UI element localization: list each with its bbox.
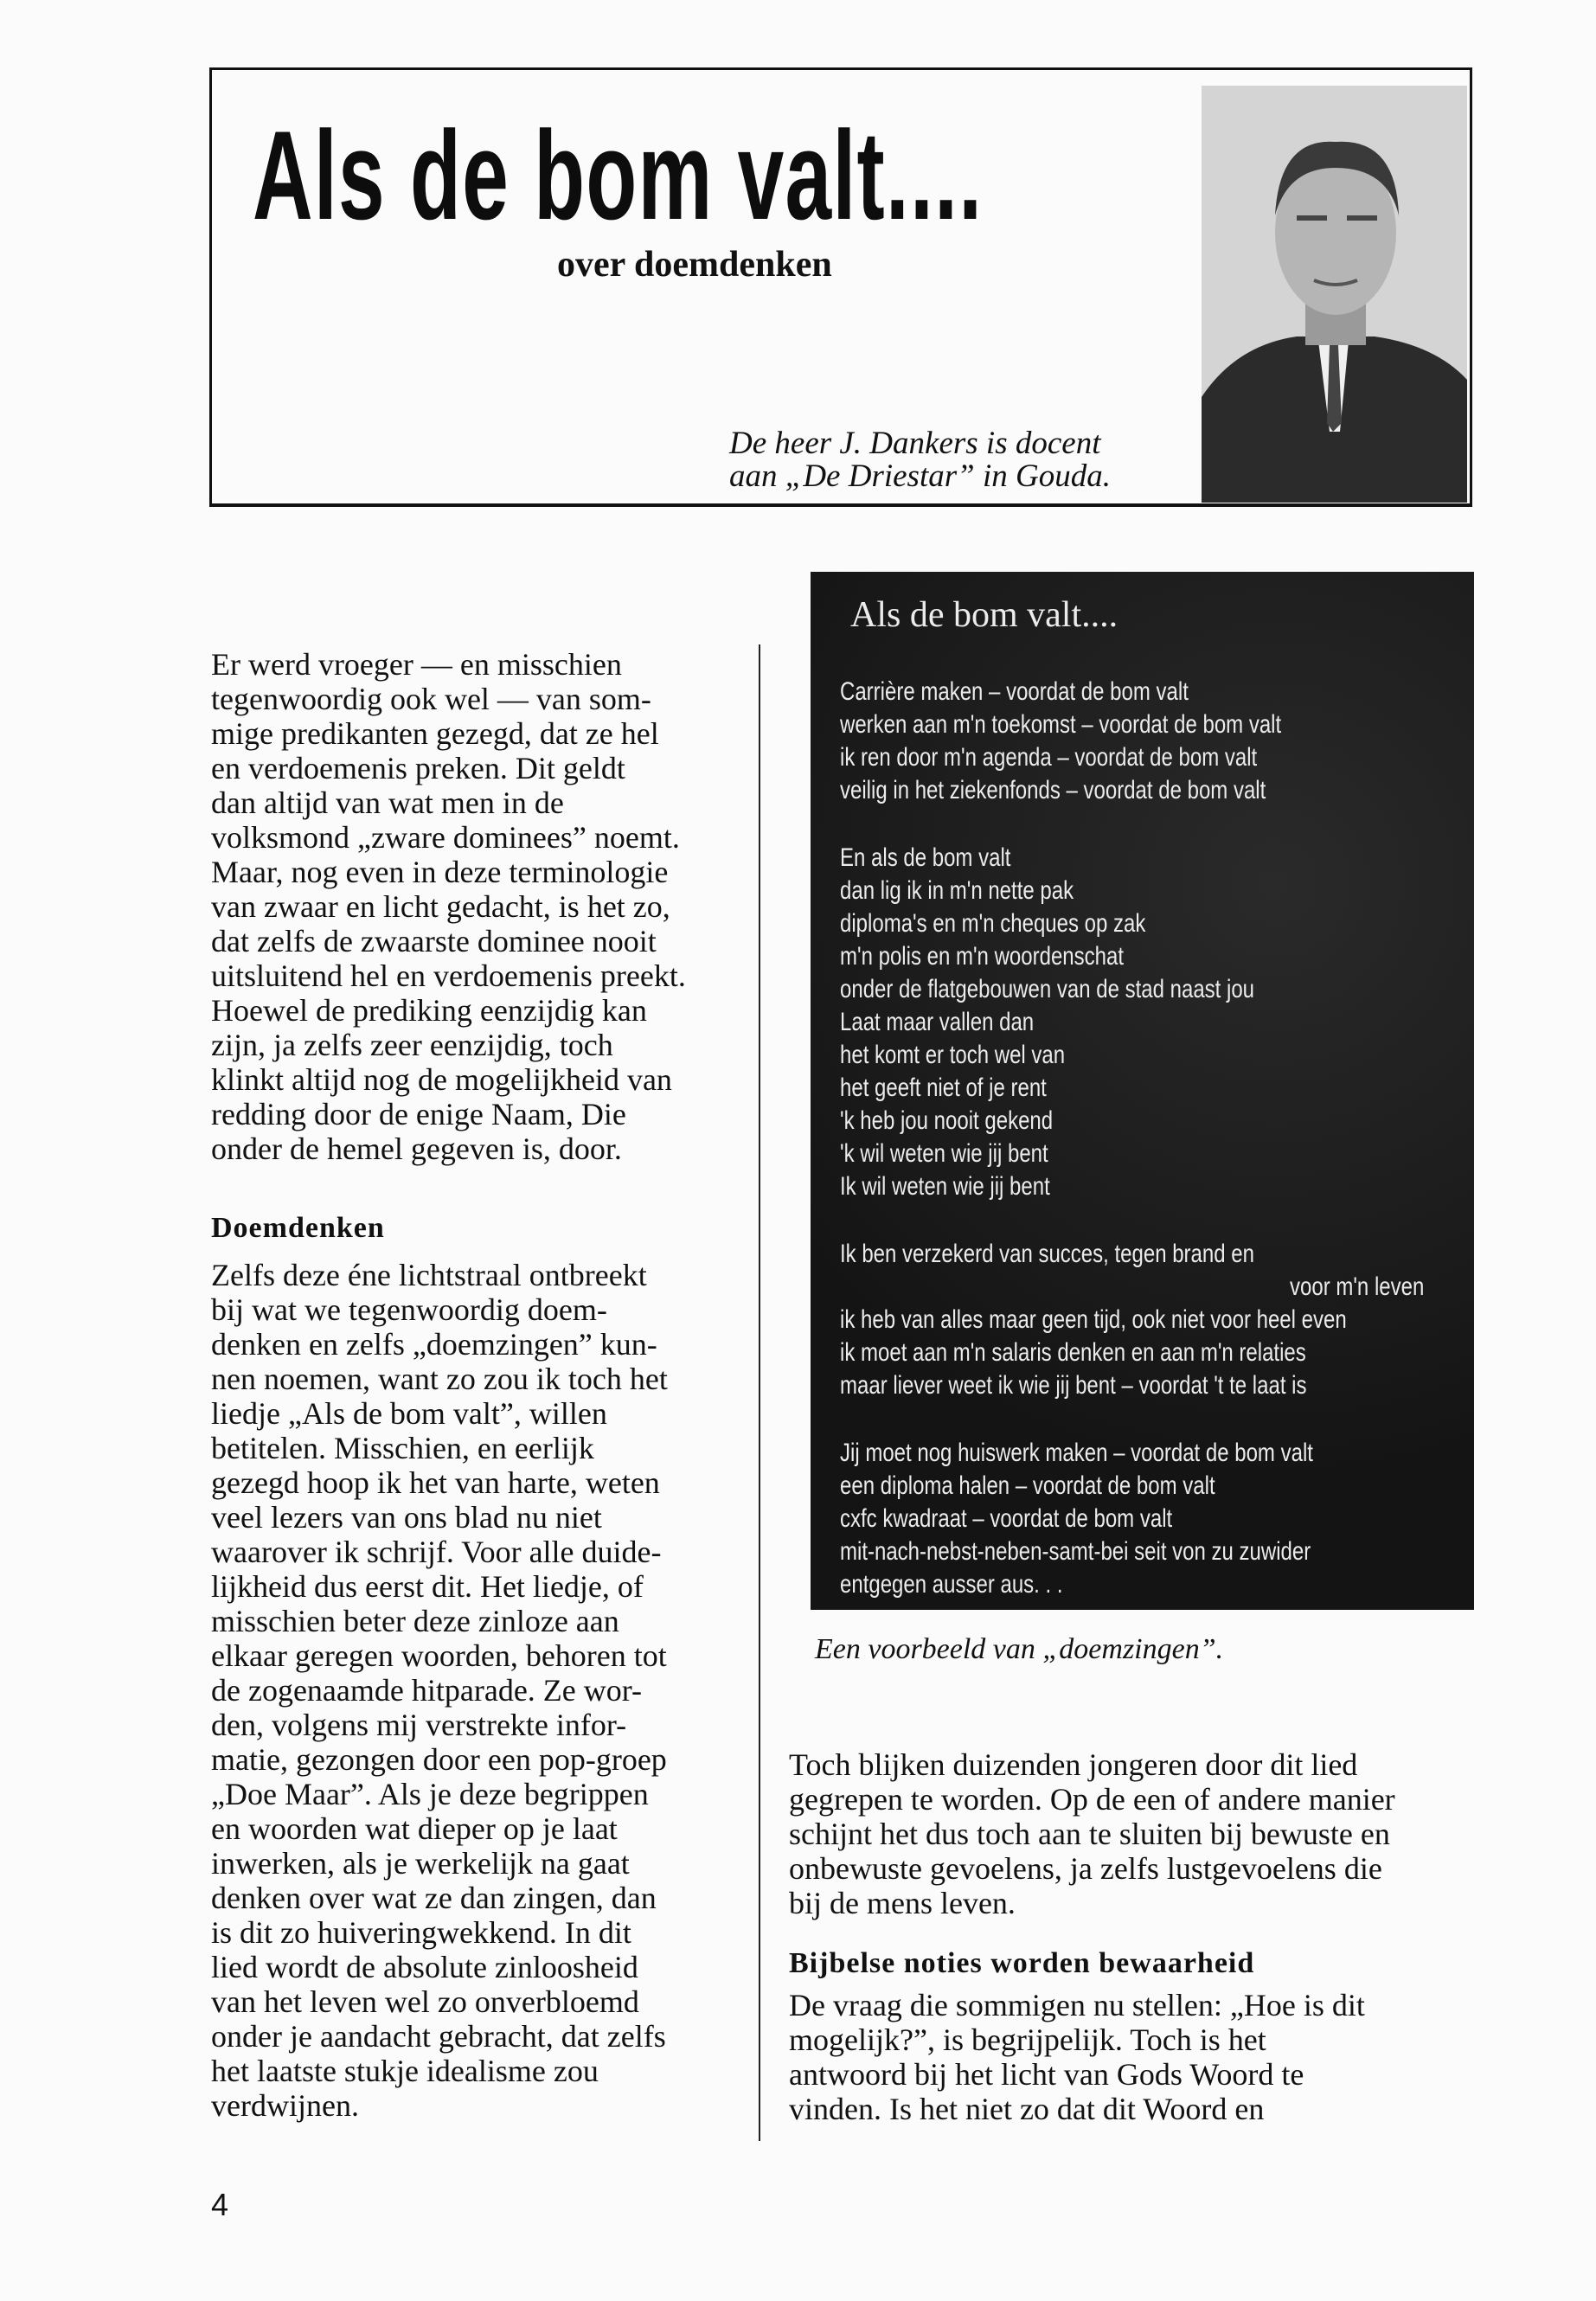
article-title: Als de bom valt....	[253, 105, 984, 246]
paragraph	[211, 1258, 686, 2123]
poem-line: Carrière maken – voordat de bom valt	[840, 677, 1189, 706]
poem-line: ik heb van alles maar geen tijd, ook niet voor heel even	[840, 1305, 1347, 1334]
text-line: Toch blijken duizenden jongeren door dit lied	[789, 1747, 1358, 1782]
text-line: nen noemen, want zo zou ik toch het	[211, 1362, 668, 1396]
text-line: onbewuste gevoelens, ja zelfs lustgevoelens die	[789, 1851, 1382, 1886]
byline-line: aan „De Driestar” in Gouda.	[729, 458, 1111, 494]
text-line: gezegd hoop ik het van harte, weten	[211, 1465, 660, 1500]
text-line: schijnt het dus toch aan te sluiten bij bewuste en	[789, 1817, 1390, 1851]
text-line: vinden. Is het niet zo dat dit Woord en	[789, 2092, 1265, 2126]
article-subtitle: over doemdenken	[557, 245, 832, 285]
poem-line: mit-nach-nebst-neben-samt-bei seit von zu zuwider	[840, 1537, 1311, 1566]
poem-line: voor m'n leven	[1290, 1272, 1425, 1301]
text-line: „Doe Maar”. Als je deze begrippen	[211, 1777, 649, 1811]
poem-line: onder de flatgebouwen van de stad naast jou	[840, 975, 1255, 1003]
text-line: klinkt altijd nog de mogelijkheid van	[211, 1062, 672, 1097]
text-line: is dit zo huiveringwekkend. In dit	[211, 1915, 631, 1950]
poem-line: 'k wil weten wie jij bent	[840, 1139, 1048, 1168]
text-line: mige predikanten gezegd, dat ze hel	[211, 716, 659, 751]
text-line: veel lezers van ons blad nu niet	[211, 1500, 602, 1535]
text-line: Maar, nog even in deze terminologie	[211, 855, 669, 889]
text-line: verdwijnen.	[211, 2088, 359, 2123]
text-line: dan altijd van wat men in de	[211, 785, 564, 820]
poem-line: ik ren door m'n agenda – voordat de bom valt	[840, 743, 1258, 772]
text-line: bij de mens leven.	[789, 1886, 1016, 1920]
text-line: denken over wat ze dan zingen, dan	[211, 1881, 657, 1915]
poem-stanza	[840, 1437, 1473, 1601]
text-line: onder de hemel gegeven is, door.	[211, 1131, 622, 1166]
text-line: zijn, ja zelfs zeer eenzijdig, toch	[211, 1028, 613, 1062]
text-line: redding door de enige Naam, Die	[211, 1097, 626, 1131]
poem-line: het geeft niet of je rent	[840, 1074, 1047, 1102]
text-line: onder je aandacht gebracht, dat zelfs	[211, 2019, 666, 2054]
text-line: en verdoemenis preken. Dit geldt	[211, 751, 625, 785]
poem-line: het komt er toch wel van	[840, 1041, 1066, 1069]
text-line: Hoewel de prediking eenzijdig kan	[211, 993, 647, 1028]
byline-line: De heer J. Dankers is docent	[729, 426, 1101, 461]
poem-box	[811, 572, 1474, 1610]
author-byline	[729, 427, 1111, 493]
poem-line: En als de bom valt	[840, 843, 1011, 872]
text-line: matie, gezongen door een pop-groep	[211, 1742, 667, 1777]
poem-line: 'k heb jou nooit gekend	[840, 1106, 1054, 1135]
text-line: uitsluitend hel en verdoemenis preekt.	[211, 958, 686, 993]
poem-line: Jij moet nog huiswerk maken – voordat de bom valt	[840, 1439, 1313, 1467]
text-line: mogelijk?”, is begrijpelijk. Toch is het	[789, 2022, 1266, 2057]
text-line: misschien beter deze zinloze aan	[211, 1604, 619, 1638]
text-line: van het leven wel zo onverbloemd	[211, 1984, 639, 2019]
poem-line: Ik wil weten wie jij bent	[840, 1172, 1050, 1201]
paragraph	[789, 1988, 1395, 2126]
text-line: lied wordt de absolute zinloosheid	[211, 1950, 638, 1984]
text-line: het laatste stukje idealisme zou	[211, 2054, 599, 2088]
author-photo	[1202, 86, 1467, 503]
text-line: en woorden wat dieper op je laat	[211, 1811, 618, 1846]
text-line: tegenwoordig ook wel — van som-	[211, 682, 651, 716]
text-line: De vraag die sommigen nu stellen: „Hoe is dit	[789, 1988, 1365, 2022]
text-line: Zelfs deze éne lichtstraal ontbreekt	[211, 1258, 647, 1292]
poem-stanza	[840, 1238, 1473, 1402]
poem-line: veilig in het ziekenfonds – voordat de bom valt	[840, 776, 1266, 804]
text-line: waarover ik schrijf. Voor alle duide-	[211, 1535, 662, 1569]
poem-line: Ik ben verzekerd van succes, tegen brand en	[840, 1240, 1254, 1268]
section-heading: Doemdenken	[211, 1212, 385, 1244]
poem-line: werken aan m'n toekomst – voordat de bom valt	[840, 710, 1282, 739]
poem-line: maar liever weet ik wie jij bent – voordat 't te laat is	[840, 1371, 1307, 1400]
text-line: den, volgens mij verstrekte infor-	[211, 1708, 627, 1742]
poem-stanzas	[840, 676, 1473, 1636]
poem-line: diploma's en m'n cheques op zak	[840, 909, 1146, 938]
poem-line: ik moet aan m'n salaris denken en aan m'n relaties	[840, 1338, 1306, 1367]
text-line: elkaar geregen woorden, behoren tot	[211, 1638, 667, 1673]
text-line: de zogenaamde hitparade. Ze wor-	[211, 1673, 643, 1708]
text-line: dat zelfs de zwaarste dominee nooit	[211, 924, 657, 958]
paragraph	[211, 647, 686, 1166]
poem-title: Als de bom valt....	[850, 595, 1118, 635]
poem-stanza	[840, 676, 1473, 807]
text-line: volksmond „zware dominees” noemt.	[211, 820, 680, 855]
text-line: Er werd vroeger — en misschien	[211, 647, 622, 682]
page-number: 4	[211, 2187, 229, 2222]
text-line: liedje „Als de bom valt”, willen	[211, 1396, 607, 1431]
poem-line: cxfc kwadraat – voordat de bom valt	[840, 1504, 1173, 1533]
text-line: bij wat we tegenwoordig doem-	[211, 1292, 607, 1327]
poem-line: m'n polis en m'n woordenschat	[840, 942, 1124, 971]
text-line: gegrepen te worden. Op de een of andere manier	[789, 1782, 1395, 1817]
poem-line: dan lig ik in m'n nette pak	[840, 876, 1074, 905]
poem-line: een diploma halen – voordat de bom valt	[840, 1471, 1215, 1500]
text-line: betitelen. Misschien, en eerlijk	[211, 1431, 594, 1465]
right-column	[789, 1747, 1395, 2126]
text-line: van zwaar en licht gedacht, is het zo,	[211, 889, 670, 924]
poem-line: entgegen ausser aus. . .	[840, 1570, 1063, 1599]
poem-line: Laat maar vallen dan	[840, 1008, 1035, 1036]
left-column	[211, 647, 686, 2123]
column-divider	[759, 644, 760, 2141]
paragraph	[789, 1747, 1395, 1920]
text-line: lijkheid dus eerst dit. Het liedje, of	[211, 1569, 644, 1604]
section-heading: Bijbelse noties worden bewaarheid	[789, 1947, 1255, 1979]
text-line: antwoord bij het licht van Gods Woord te	[789, 2057, 1304, 2092]
text-line: denken en zelfs „doemzingen” kun-	[211, 1327, 657, 1362]
text-line: inwerken, als je werkelijk na gaat	[211, 1846, 630, 1881]
poem-caption: Een voorbeeld van „doemzingen”.	[815, 1633, 1224, 1665]
poem-stanza	[840, 842, 1473, 1203]
